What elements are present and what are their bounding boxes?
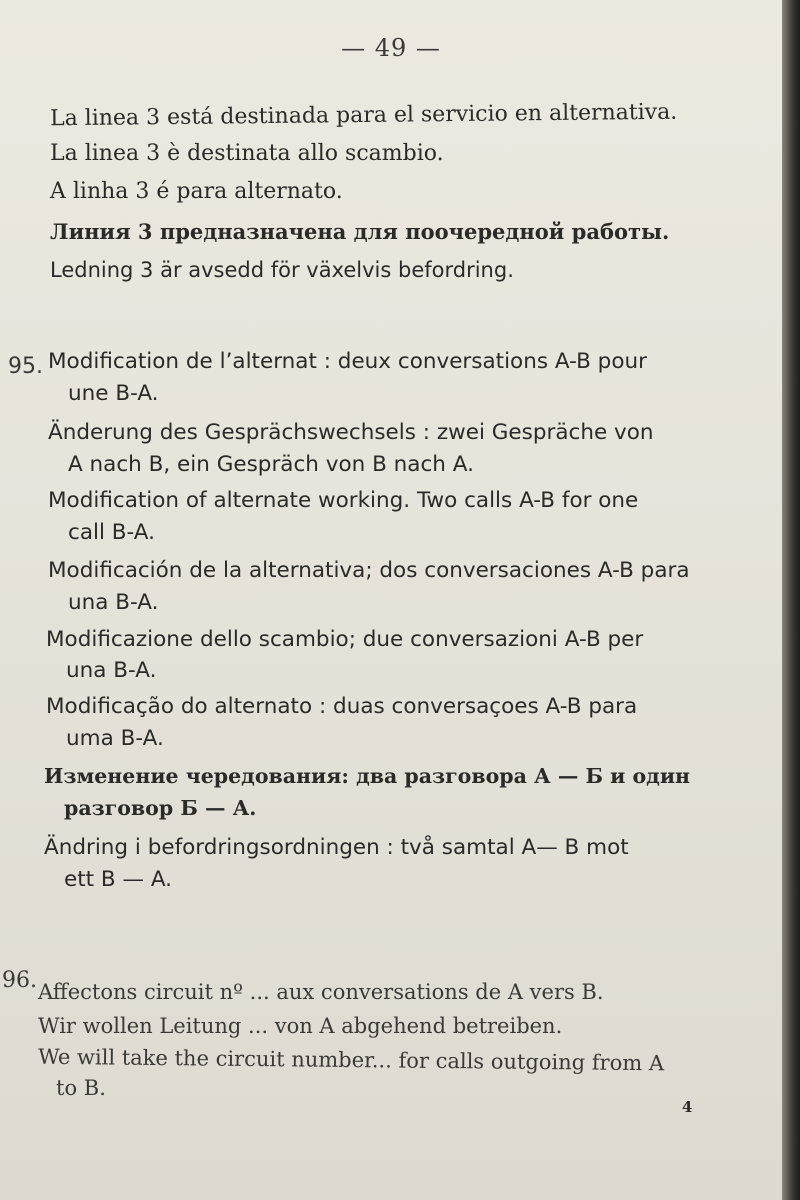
entry-number-95: 95.: [8, 354, 43, 379]
text-line-sv: Ledning 3 är avsedd för växelvis befordring.: [50, 258, 514, 282]
text-line-es: La linea 3 está destinada para el servicio en alternativa.: [49, 99, 678, 132]
entry-95-es-line2: una B-A.: [68, 590, 159, 615]
entry-95-ru-line1: Изменение чередования: два разговора А — Б и один: [44, 764, 691, 788]
entry-95-ru-line2: разговор Б — А.: [64, 796, 257, 820]
entry-number-96: 96.: [2, 968, 37, 993]
entry-95-fr-line1: Modification de l’alternat : deux conversations A-B pour: [48, 349, 647, 374]
signature-mark: 4: [682, 1098, 693, 1116]
page-edge-shadow: [782, 0, 800, 1200]
page-number: — 49 —: [341, 34, 441, 62]
text-line-it: La linea 3 è destinata allo scambio.: [50, 141, 444, 166]
entry-95-en-line1: Modification of alternate working. Two calls A-B for one: [48, 488, 639, 513]
entry-96-en-line2: to B.: [56, 1076, 106, 1100]
entry-95-en-line2: call B-A.: [68, 520, 155, 545]
entry-95-it-line1: Modificazione dello scambio; due conversazioni A-B per: [46, 627, 644, 652]
entry-96-fr: Affectons circuit nº ... aux conversations de A vers B.: [38, 980, 604, 1004]
text-line-pt: A linha 3 é para alternato.: [50, 179, 343, 204]
entry-96-de: Wir wollen Leitung ... von A abgehend betreiben.: [38, 1014, 563, 1038]
entry-95-sv-line1: Ändring i befordringsordningen : två samtal A— B mot: [44, 835, 629, 860]
entry-95-de-line2: A nach B, ein Gespräch von B nach A.: [68, 452, 474, 477]
entry-95-pt-line1: Modificação do alternato : duas conversaçoes A-B para: [46, 694, 638, 719]
entry-95-pt-line2: uma B-A.: [66, 726, 164, 751]
entry-95-sv-line2: ett B — A.: [64, 867, 173, 892]
entry-96-en-line1: We will take the circuit number... for calls outgoing from A: [37, 1044, 665, 1076]
entry-95-it-line2: una B-A.: [66, 658, 157, 683]
entry-95-de-line1: Änderung des Gesprächswechsels : zwei Gespräche von: [48, 420, 654, 445]
text-line-ru: Линия 3 предназначена для поочередной работы.: [50, 219, 670, 244]
entry-95-fr-line2: une B-A.: [68, 381, 159, 406]
entry-95-es-line1: Modificación de la alternativa; dos conversaciones A-B para: [48, 558, 690, 583]
